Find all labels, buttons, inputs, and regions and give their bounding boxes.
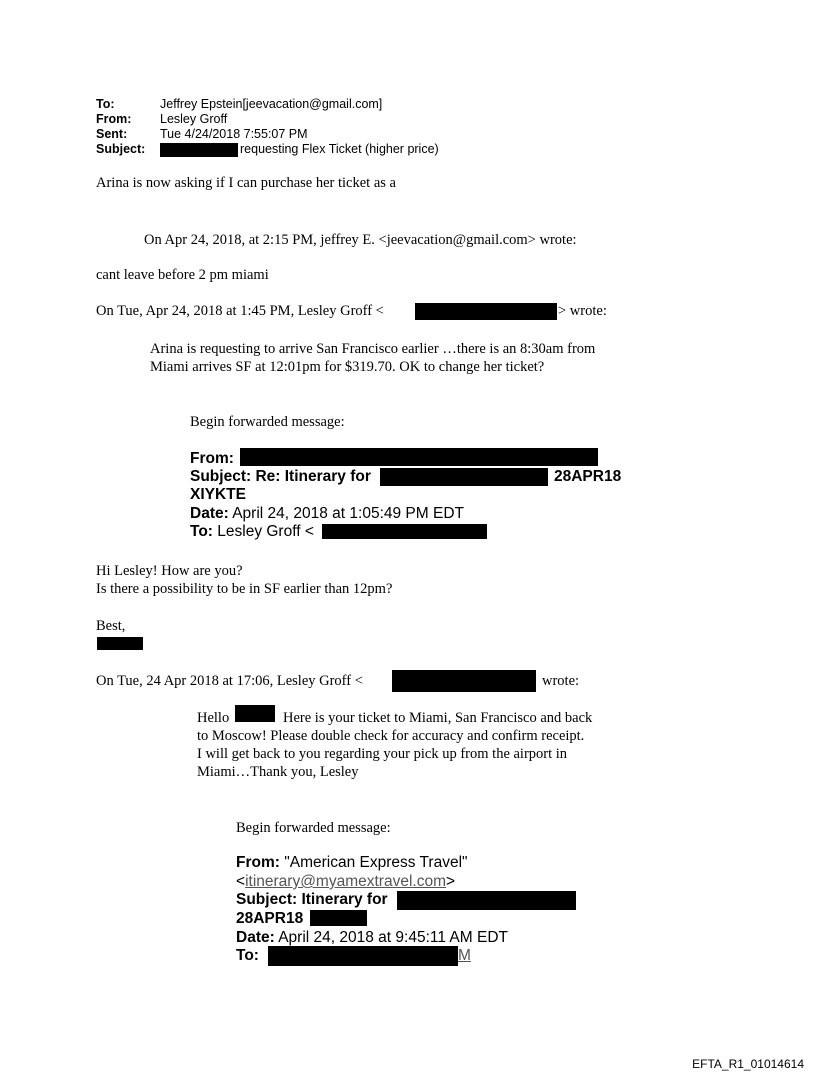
fwd1-subject-label: Subject: Re: Itinerary for (190, 468, 371, 485)
hello-line-2: to Moscow! Please double check for accuracy and confirm receipt. (197, 728, 585, 744)
fwd1-date (190, 505, 464, 523)
reply-attribution-jeffrey: On Apr 24, 2018, at 2:15 PM, jeffrey E. <jeevacation@gmail.com> wrote: (144, 232, 577, 248)
fwd2-from-label: From: (236, 854, 280, 871)
email-bracket-open: < (236, 873, 246, 890)
fwd2-date-value: April 24, 2018 at 9:45:11 AM EDT (278, 929, 508, 946)
fwd2-from-value: "American Express Travel" (284, 854, 468, 871)
reply-hi-1: Hi Lesley! How are you? (96, 563, 243, 579)
from-value: Lesley Groff (160, 112, 228, 126)
fwd2-to (236, 947, 259, 965)
email-header (96, 97, 496, 161)
reply-attribution-lesley-1 (96, 302, 384, 320)
hello-line-4: Miami…Thank you, Lesley (197, 764, 359, 780)
reply-text-lesley-1a: Arina is requesting to arrive San Francisco earlier …there is an 8:30am from (150, 341, 596, 357)
redaction-bar (235, 705, 275, 722)
fwd2-to-tail: M (458, 947, 471, 964)
sign-off: Best, (96, 618, 126, 634)
redaction-bar (97, 637, 143, 650)
body-line-1: Arina is now asking if I can purchase her ticket as a (96, 175, 396, 191)
fwd2-from (236, 854, 468, 872)
to-value: Jeffrey Epstein[jeevacation@gmail.com] (160, 97, 383, 111)
from-label: From: (96, 112, 132, 126)
forward-intro-1: Begin forwarded message: (190, 414, 345, 430)
fwd1-from-label: From: (190, 450, 234, 467)
fwd1-subject-line2: XIYKTE (190, 486, 246, 503)
redaction-bar (160, 143, 238, 157)
fwd2-date (236, 929, 508, 947)
fwd2-subject (236, 891, 388, 909)
redaction-bar (268, 946, 458, 966)
reply-text-lesley-1b: Miami arrives SF at 12:01pm for $319.70. OK to change her ticket? (150, 359, 545, 375)
redaction-bar (397, 891, 576, 910)
subject-label: Subject: (96, 142, 146, 156)
sent-label: Sent: (96, 127, 128, 141)
fwd2-subject-label: Subject: Itinerary for (236, 891, 388, 908)
attribution-text: On Tue, Apr 24, 2018 at 1:45 PM, Lesley Groff < (96, 303, 384, 319)
to-label: To: (96, 97, 115, 111)
fwd2-email-link[interactable]: itinerary@myamextravel.com (245, 873, 446, 890)
document-id: EFTA_R1_01014614 (692, 1057, 804, 1071)
fwd2-date-label: Date: (236, 929, 275, 946)
hello-line-3: I will get back to you regarding your pick up from the airport in (197, 746, 568, 762)
fwd1-date-value: April 24, 2018 at 1:05:49 PM EDT (232, 505, 464, 522)
redaction-bar (310, 910, 367, 926)
fwd1-to (190, 523, 314, 541)
forward-intro-2: Begin forwarded message: (236, 820, 391, 836)
attribution-wrote: > wrote: (558, 303, 607, 319)
reply-attribution-lesley-2: On Tue, 24 Apr 2018 at 17:06, Lesley Groff < (96, 673, 363, 689)
fwd1-subject-tail: 28APR18 (554, 468, 622, 485)
fwd1-to-label: To: (190, 523, 213, 540)
redaction-bar (240, 448, 598, 466)
fwd1-date-label: Date: (190, 505, 229, 522)
redaction-bar (380, 468, 548, 486)
attribution-wrote-2: wrote: (542, 673, 580, 689)
hello-line-1b: Here is your ticket to Miami, San Francisco and back (283, 710, 593, 726)
reply-text-jeffrey: cant leave before 2 pm miami (96, 267, 269, 283)
sent-value: Tue 4/24/2018 7:55:07 PM (160, 127, 308, 141)
subject-value: requesting Flex Ticket (higher price) (240, 142, 439, 156)
fwd2-subject-line2: 28APR18 (236, 910, 304, 927)
fwd1-from (190, 450, 234, 468)
reply-hi-2: Is there a possibility to be in SF earlier than 12pm? (96, 581, 393, 597)
redaction-bar (322, 524, 487, 539)
hello-line-1a: Hello (197, 710, 230, 726)
redaction-bar (392, 670, 536, 692)
email-bracket-close: > (445, 873, 456, 890)
fwd1-to-value: Lesley Groff < (217, 523, 314, 540)
redaction-bar (415, 303, 557, 320)
fwd1-subject (190, 468, 371, 486)
fwd2-to-label: To: (236, 947, 259, 964)
fwd2-email-line (236, 873, 455, 891)
